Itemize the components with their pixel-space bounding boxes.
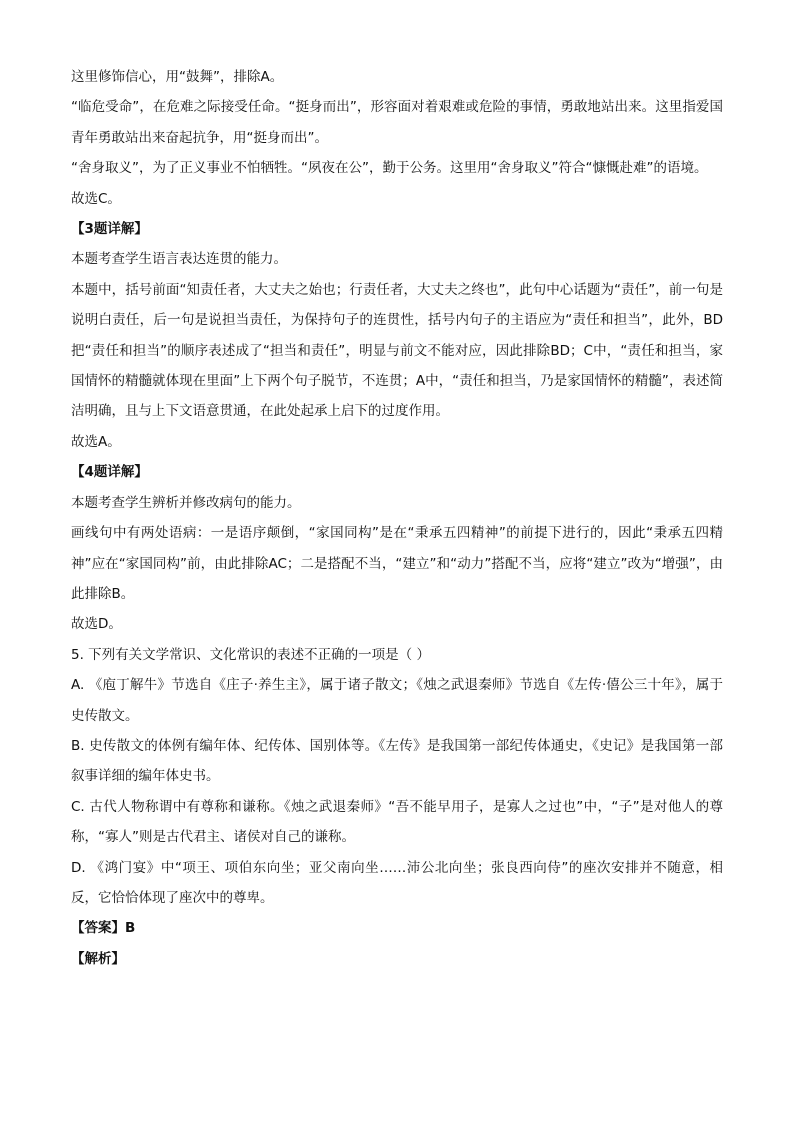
q3-topic: 本题考查学生语言表达连贯的能力。 (71, 251, 287, 268)
q4-detail-heading: 【4题详解】 (71, 464, 148, 481)
answer-label: 【答案】B (71, 920, 136, 937)
q3-detail-heading: 【3题详解】 (71, 221, 148, 238)
question-5-option-a: A. 《庖丁解牛》节选自《庄子·养生主》，属于诸子散文；《烛之武退秦师》节选自《左传·僖公三十年》，属于史传散文。 (71, 677, 723, 724)
q3-analysis: 本题中，括号前面“知责任者，大丈夫之始也；行责任者，大丈夫之终也”，此句中心话题为“责任”，前一句是说明白责任，后一句是说担当责任，为保持句子的连贯性，括号内句子的主语应为“责任和担当”，此外，BD把“责任和担当”的顺序表述成了“担当和责任”，明显与前文不能对应，因此排除BD；C中，“责任和担当，家国情怀的精髓就体现在里面”上下两个句子脱节，不连贯；A中，“责任和担当，乃是家国情怀的精髓”，表述简洁明确，且与上下文语意贯通，在此处起承上启下的过度作用。 (71, 281, 723, 420)
explanation-label: 【解析】 (71, 950, 125, 967)
answer-choice-q2: 故选C。 (71, 190, 121, 207)
question-5-option-b: B. 史传散文的体例有编年体、纪传体、国别体等。《左传》是我国第一部纪传体通史，《史记》是我国第一部叙事详细的编年体史书。 (71, 737, 723, 785)
question-5-option-c: C. 古代人物称谓中有尊称和谦称。《烛之武退秦师》“吾不能早用子，是寡人之过也”中，“子”是对他人的尊称，“寡人”则是古代君主、诸侯对自己的谦称。 (71, 798, 723, 846)
document-body (71, 62, 723, 974)
q4-analysis: 画线句中有两处语病：一是语序颠倒，“家国同构”是在“秉承五四精神”的前提下进行的，因此“秉承五四精神”应在“家国同构”前，由此排除AC；二是搭配不当，“建立”和“动力”搭配不当，应将“建立”改为“增强”，由此排除B。 (71, 525, 723, 602)
q4-topic: 本题考查学生辨析并修改病句的能力。 (71, 494, 301, 511)
analysis-paragraph-sheshen: “舍身取义”，为了正义事业不怕牺牲。“夙夜在公”，勤于公务。这里用“舍身取义”符合“慷慨赴难”的语境。 (71, 160, 708, 177)
answer-choice-q4: 故选D。 (71, 616, 122, 633)
question-5-option-d: D. 《鸿门宴》中“项王、项伯东向坐；亚父南向坐……沛公北向坐；张良西向侍”的座次安排并不随意，相反，它恰恰体现了座次中的尊卑。 (71, 859, 723, 906)
question-5-stem: 5. 下列有关文学常识、文化常识的表述不正确的一项是（ ） (71, 646, 430, 663)
answer-choice-q3: 故选A。 (71, 433, 121, 450)
analysis-paragraph-tingshen: “临危受命”，在危难之际接受任命。“挺身而出”，形容面对着艰难或危险的事情，勇敢地站出来。这里指爱国青年勇敢站出来奋起抗争，用“挺身而出”。 (71, 99, 723, 146)
analysis-paragraph-guwu: 这里修饰信心，用“鼓舞”，排除A。 (71, 69, 284, 85)
